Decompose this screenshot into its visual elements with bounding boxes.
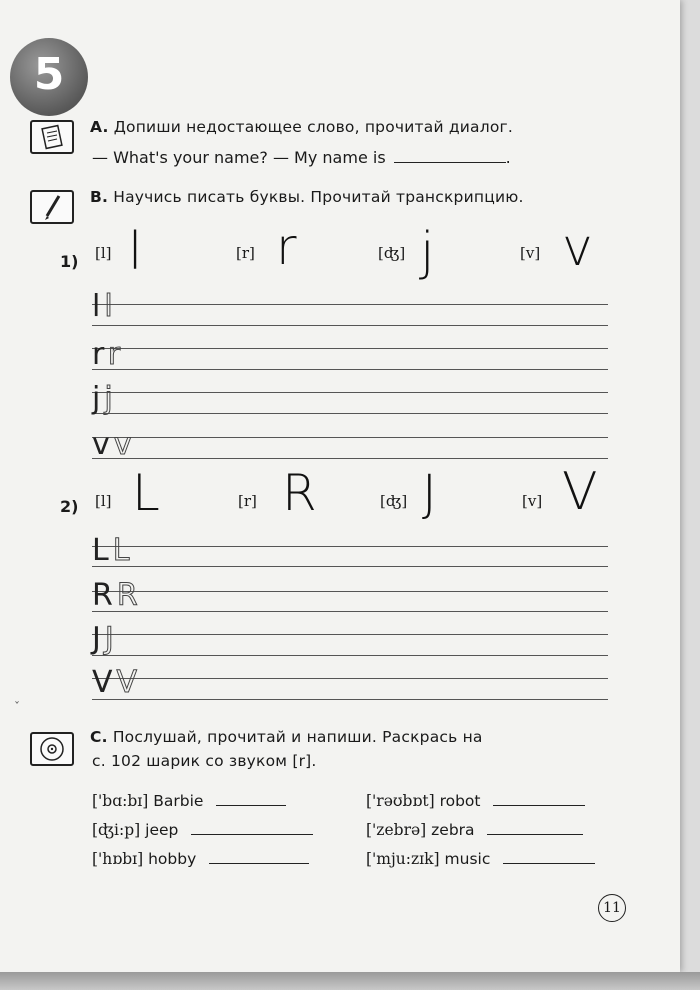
word-item: [ʤi:p] jeep bbox=[92, 821, 313, 839]
guide-line bbox=[92, 458, 608, 459]
copy-row-v[interactable]: vv bbox=[92, 427, 136, 462]
task-b-letter: B. bbox=[90, 188, 109, 206]
dialog-text: — What's your name? — My name is bbox=[92, 148, 386, 167]
guide-line bbox=[92, 369, 608, 370]
guide-line bbox=[92, 611, 608, 612]
task-b-text: Научись писать буквы. Прочитай транскрипцию. bbox=[113, 188, 524, 206]
guide-line bbox=[92, 304, 608, 305]
word-answer-blank[interactable] bbox=[493, 804, 585, 806]
task-a-dialog bbox=[92, 148, 511, 167]
word-answer-blank[interactable] bbox=[191, 833, 313, 835]
guide-line bbox=[92, 699, 608, 700]
task-b-instruction bbox=[90, 188, 524, 206]
guide-line bbox=[92, 634, 608, 635]
word-item: ['zebrə] zebra bbox=[366, 821, 583, 839]
guide-line bbox=[92, 678, 608, 679]
letter-sample-J: J bbox=[422, 464, 437, 522]
guide-line bbox=[92, 546, 608, 547]
copy-row-J[interactable]: JJ bbox=[92, 621, 118, 656]
letter-sample-l: l bbox=[128, 222, 143, 282]
transcription-v: [v] bbox=[520, 244, 541, 262]
guide-line bbox=[92, 348, 608, 349]
row-1-number: 1) bbox=[60, 252, 79, 271]
copy-row-L[interactable]: LL bbox=[92, 533, 134, 568]
task-a-instruction bbox=[90, 118, 513, 136]
word-item: ['hɒbɪ] hobby bbox=[92, 850, 309, 868]
guide-line bbox=[92, 413, 608, 414]
task-c-instruction-2: с. 102 шарик со звуком [r]. bbox=[92, 752, 317, 770]
letter-sample-R: R bbox=[282, 464, 317, 522]
page-number: 11 bbox=[598, 894, 626, 922]
letter-sample-L: L bbox=[132, 464, 160, 522]
dialog-end: . bbox=[505, 148, 511, 167]
letter-sample-V: V bbox=[562, 462, 598, 522]
lesson-number: 5 bbox=[33, 48, 65, 100]
page-edge bbox=[0, 972, 700, 990]
guide-line bbox=[92, 437, 608, 438]
guide-line bbox=[92, 655, 608, 656]
task-c-text-1: Послушай, прочитай и напиши. Раскрась на bbox=[112, 728, 483, 746]
word-item: ['mju:zɪk] music bbox=[366, 850, 595, 868]
copy-row-j[interactable]: jj bbox=[92, 381, 117, 416]
copy-row-R[interactable]: RR bbox=[92, 578, 142, 613]
letter-sample-v: v bbox=[562, 218, 593, 278]
task-a-letter: A. bbox=[90, 118, 109, 136]
word-answer-blank[interactable] bbox=[503, 862, 595, 864]
word-answer-blank[interactable] bbox=[487, 833, 583, 835]
audio-disc-icon[interactable] bbox=[30, 732, 74, 766]
pencil-icon bbox=[30, 190, 74, 224]
notebook-icon bbox=[30, 120, 74, 154]
letter-sample-j: j bbox=[420, 222, 435, 282]
letter-sample-r: r bbox=[276, 218, 297, 276]
transcription-L: [l] bbox=[95, 492, 112, 510]
guide-line bbox=[92, 566, 608, 567]
lesson-badge bbox=[10, 38, 88, 116]
word-answer-blank[interactable] bbox=[209, 862, 309, 864]
copy-row-r[interactable]: rr bbox=[92, 337, 125, 372]
guide-line bbox=[92, 591, 608, 592]
guide-line bbox=[92, 392, 608, 393]
transcription-l: [l] bbox=[95, 244, 112, 262]
transcription-R: [r] bbox=[238, 492, 257, 510]
task-c-letter: C. bbox=[90, 728, 108, 746]
copy-row-l[interactable]: ll bbox=[92, 289, 117, 324]
copy-row-V[interactable]: VV bbox=[92, 665, 142, 700]
transcription-r: [r] bbox=[236, 244, 255, 262]
transcription-J: [ʤ] bbox=[380, 492, 408, 510]
transcription-V: [v] bbox=[522, 492, 543, 510]
margin-mark: ˇ bbox=[14, 700, 20, 714]
word-item: ['bɑ:bɪ] Barbie bbox=[92, 792, 286, 810]
transcription-j: [ʤ] bbox=[378, 244, 406, 262]
row-2-number: 2) bbox=[60, 497, 79, 516]
task-a-text: Допиши недостающее слово, прочитай диалог. bbox=[113, 118, 514, 136]
guide-line bbox=[92, 325, 608, 326]
name-answer-blank[interactable] bbox=[394, 161, 506, 163]
task-c-instruction bbox=[90, 728, 483, 746]
word-item: ['rəʊbɒt] robot bbox=[366, 792, 585, 810]
word-answer-blank[interactable] bbox=[216, 804, 286, 806]
